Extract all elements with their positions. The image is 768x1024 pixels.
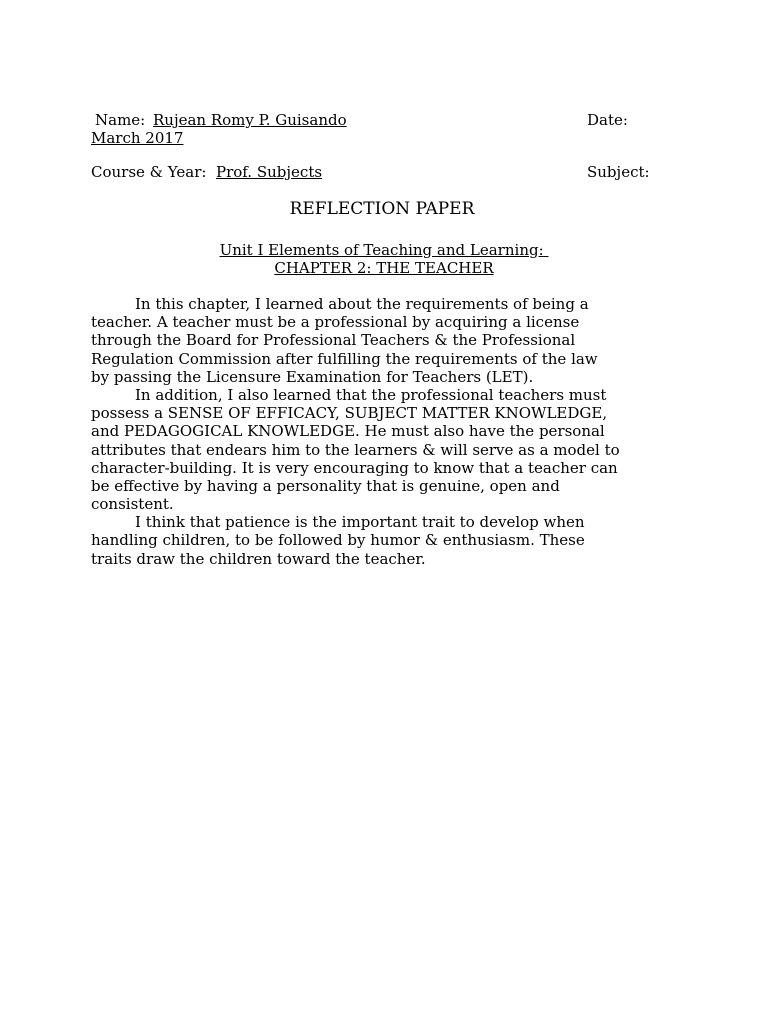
paragraph-1 [91,295,691,386]
paragraph-line: be effective by having a personality that is genuine, open and [91,476,560,495]
paragraph-2 [91,386,691,513]
date-label: Date: [587,111,628,129]
paragraph-line: character-building. It is very encouraging to know that a teacher can [91,458,618,477]
name-label: Name: [95,111,146,129]
paragraph-line: In this chapter, I learned about the requirements of being a [135,295,589,313]
unit-heading [0,241,768,259]
course-value: Prof. Subjects [216,163,323,181]
date-value: March 2017 [91,129,184,147]
paragraph-line: I think that patience is the important trait to develop when [135,513,585,532]
course-label: Course & Year: [91,163,207,181]
unit-heading-text: Unit I Elements of Teaching and Learning: [219,241,544,259]
subject-label: Subject: [587,163,650,181]
paragraph-line: Regulation Commission after fulfilling the requirements of the law [91,349,598,368]
chapter-heading-text: CHAPTER 2: THE TEACHER [274,259,494,277]
paragraph-line: and PEDAGOGICAL KNOWLEDGE. He must also have the personal [91,422,605,441]
paragraph-line: consistent. [91,495,174,514]
document-title: REFLECTION PAPER [289,199,475,219]
paragraph-line: possess a SENSE OF EFFICACY, SUBJECT MATTER KNOWLEDGE, [91,404,608,423]
paragraph-line: traits draw the children toward the teacher. [91,549,426,568]
paragraph-line: attributes that endears him to the learners & will serve as a model to [91,440,620,459]
body-text [91,295,691,568]
paragraph-line: handling children, to be followed by humor & enthusiasm. These [91,531,585,550]
paragraph-line: In addition, I also learned that the professional teachers must [135,385,607,404]
paragraph-line: through the Board for Professional Teachers & the Professional [91,331,576,350]
name-value: Rujean Romy P. Guisando [153,111,347,129]
chapter-heading [0,259,768,277]
paragraph-line: by passing the Licensure Examination for Teachers (LET). [91,367,534,386]
paragraph-3 [91,513,691,568]
paragraph-line: teacher. A teacher must be a professional by acquiring a license [91,313,580,332]
